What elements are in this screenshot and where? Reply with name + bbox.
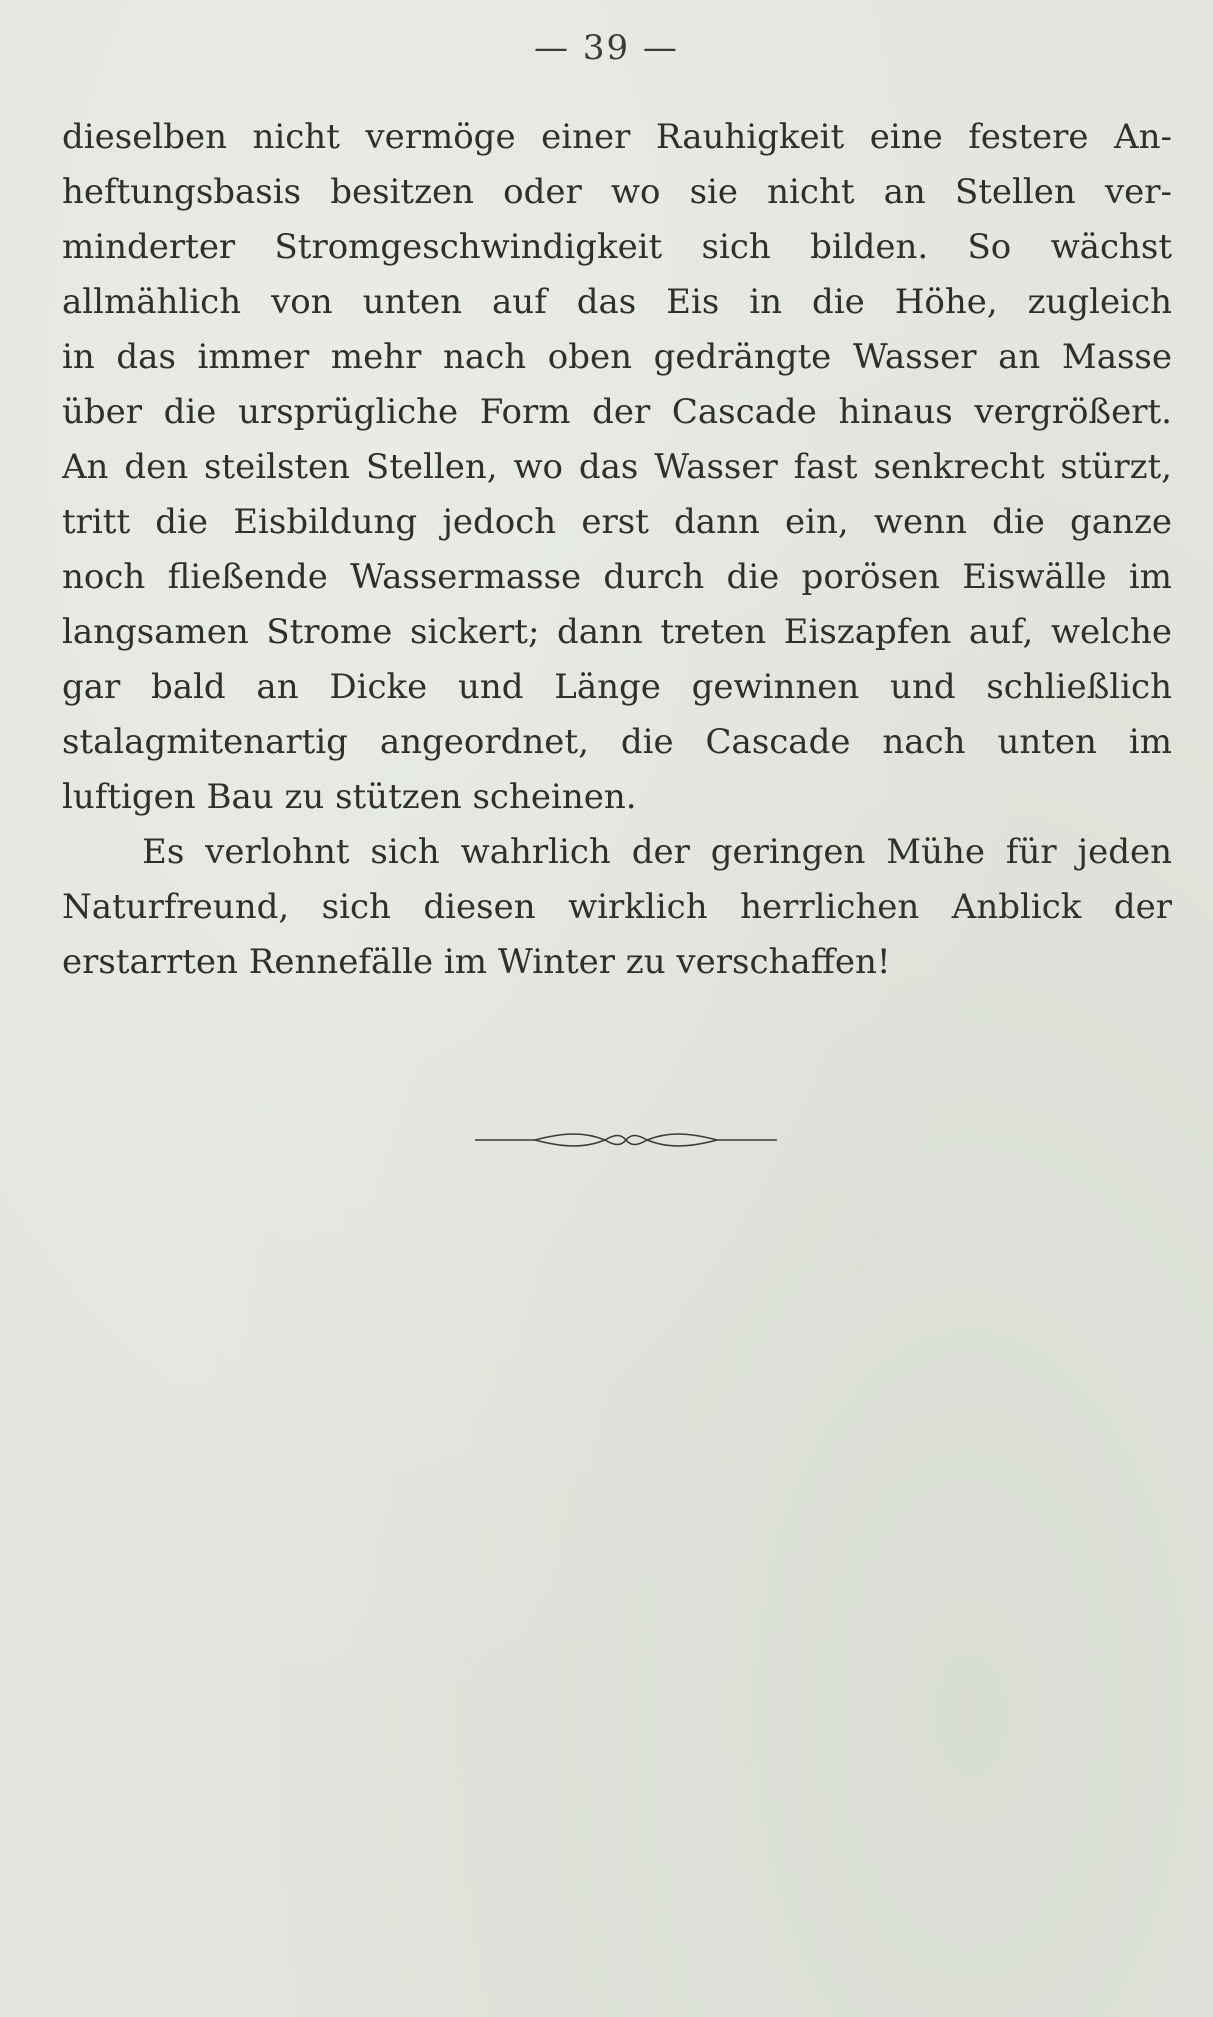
text-line: erstarrten Rennefälle im Winter zu verschaffen! [62, 942, 891, 982]
text-line: über die ursprügliche Form der Cascade hinaus vergrößert. [62, 392, 1172, 432]
text-line: langsamen Strome sickert; dann treten Eiszapfen auf, welche [62, 612, 1172, 652]
text-line: tritt die Eisbildung jedoch erst dann ein, wenn die ganze [62, 502, 1172, 542]
paragraph-2 [62, 825, 1172, 990]
text-line: Naturfreund, sich diesen wirklich herrlichen Anblick der [62, 887, 1172, 927]
text-line: dieselben nicht vermöge einer Rauhigkeit eine festere An- [62, 117, 1172, 157]
decorative-rule-icon [475, 1128, 777, 1152]
page-number: — 39 — [534, 28, 679, 68]
text-line: allmählich von unten auf das Eis in die Höhe, zugleich [62, 282, 1172, 322]
text-line: Es verlohnt sich wahrlich der geringen Mühe für jeden [142, 832, 1172, 872]
text-line: in das immer mehr nach oben gedrängte Wasser an Masse [62, 337, 1172, 377]
text-line: minderter Stromgeschwindigkeit sich bilden. So wächst [62, 227, 1172, 267]
text-line: noch fließende Wassermasse durch die porösen Eiswälle im [62, 557, 1172, 597]
text-line: luftigen Bau zu stützen scheinen. [62, 777, 637, 817]
text-line: An den steilsten Stellen, wo das Wasser fast senkrecht stürzt, [62, 447, 1172, 487]
body-text [62, 110, 1172, 990]
text-line: gar bald an Dicke und Länge gewinnen und schließlich [62, 667, 1172, 707]
text-line: heftungsbasis besitzen oder wo sie nicht an Stellen ver- [62, 172, 1172, 212]
paragraph-1 [62, 110, 1172, 825]
text-line: stalagmitenartig angeordnet, die Cascade nach unten im [62, 722, 1172, 762]
